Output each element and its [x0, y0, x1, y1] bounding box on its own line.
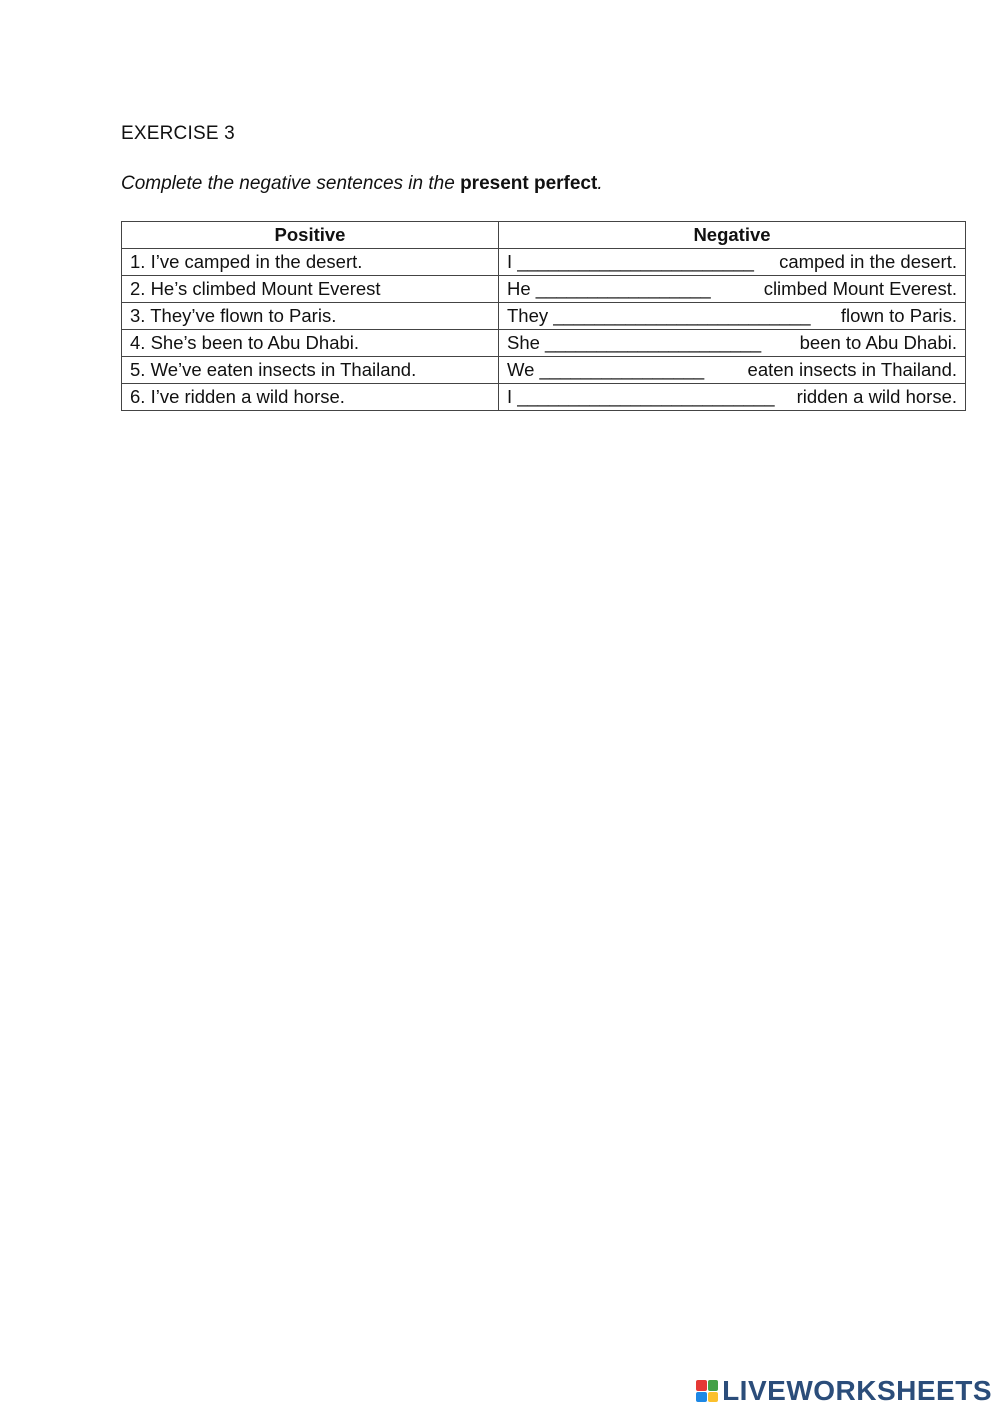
negative-sentence[interactable]: [499, 357, 966, 384]
negative-blank[interactable]: They _________________________: [507, 305, 811, 326]
positive-sentence: 2. He’s climbed Mount Everest: [122, 276, 499, 303]
table-header-row: [122, 222, 966, 249]
instruction-bold: present perfect: [460, 173, 598, 194]
negative-sentence[interactable]: [499, 330, 966, 357]
negative-ending: been to Abu Dhabi.: [799, 332, 957, 353]
negative-sentence[interactable]: [499, 276, 966, 303]
table-row: [122, 276, 966, 303]
logo-text: LIVEWORKSHEETS: [722, 1375, 992, 1406]
logo-squares-icon: [696, 1380, 718, 1402]
negative-ending: camped in the desert.: [779, 251, 957, 272]
table-row: [122, 330, 966, 357]
negative-ending: flown to Paris.: [840, 305, 957, 326]
positive-sentence: 4. She’s been to Abu Dhabi.: [122, 330, 499, 357]
instruction-italic: Complete the negative sentences in the: [121, 173, 461, 194]
negative-sentence[interactable]: [499, 384, 966, 411]
negative-blank[interactable]: I _______________________: [507, 251, 754, 272]
table-row: [122, 303, 966, 330]
header-negative: Negative: [499, 222, 966, 249]
exercise-table: [121, 221, 966, 411]
positive-sentence: 6. I’ve ridden a wild horse.: [122, 384, 499, 411]
negative-blank[interactable]: I _________________________: [507, 386, 775, 407]
positive-sentence: 1. I’ve camped in the desert.: [122, 249, 499, 276]
instruction-end: .: [597, 173, 603, 194]
table-row: [122, 249, 966, 276]
negative-blank[interactable]: She _____________________: [507, 332, 762, 353]
table-row: [122, 357, 966, 384]
negative-blank[interactable]: He _________________: [507, 278, 711, 299]
positive-sentence: 5. We’ve eaten insects in Thailand.: [122, 357, 499, 384]
negative-ending: eaten insects in Thailand.: [747, 359, 957, 380]
negative-ending: ridden a wild horse.: [796, 386, 957, 407]
positive-sentence: 3. They’ve flown to Paris.: [122, 303, 499, 330]
table-row: [122, 384, 966, 411]
instruction-text: [121, 173, 603, 195]
liveworksheets-logo: [696, 1375, 992, 1407]
exercise-heading: EXERCISE 3: [121, 123, 235, 144]
negative-ending: climbed Mount Everest.: [763, 278, 957, 299]
negative-sentence[interactable]: [499, 249, 966, 276]
negative-sentence[interactable]: [499, 303, 966, 330]
negative-blank[interactable]: We ________________: [507, 359, 705, 380]
header-positive: Positive: [122, 222, 499, 249]
